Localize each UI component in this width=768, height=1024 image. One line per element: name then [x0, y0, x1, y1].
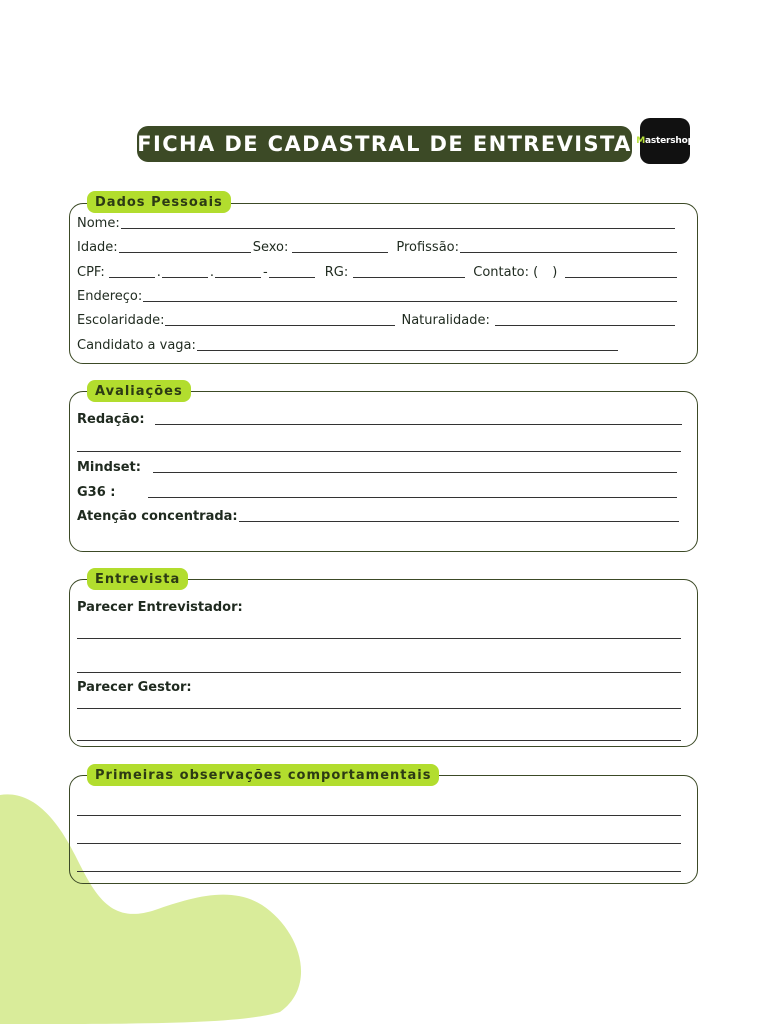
label-atencao-concentrada: Atenção concentrada: [77, 509, 238, 524]
label-candidato-vaga: Candidato a vaga: [77, 338, 196, 353]
label-g36: G36 : [77, 485, 116, 500]
input-parecer-gestor-line-1[interactable] [77, 708, 681, 709]
label-rg: RG: [324, 265, 349, 280]
field-endereco-row [77, 289, 679, 304]
section-observacoes [69, 775, 698, 884]
input-idade[interactable] [119, 252, 251, 253]
label-sexo: Sexo: [252, 240, 289, 255]
input-observacoes-line-3[interactable] [77, 871, 681, 872]
field-idade-row [77, 240, 679, 255]
label-profissao: Profissão: [396, 240, 460, 255]
cpf-separator-1: . [156, 265, 161, 280]
label-endereco: Endereço: [77, 289, 143, 304]
input-redacao-line-2[interactable] [77, 451, 681, 452]
section-title-observacoes: Primeiras observações comportamentais [87, 764, 439, 786]
label-contato-close: ) [552, 265, 558, 280]
section-title-entrevista: Entrevista [87, 568, 188, 590]
label-cpf: CPF: [77, 265, 105, 280]
input-sexo[interactable] [292, 252, 388, 253]
label-naturalidade: Naturalidade: [401, 313, 490, 328]
input-naturalidade[interactable] [495, 325, 675, 326]
label-escolaridade: Escolaridade: [77, 313, 165, 328]
field-cpf-row [77, 265, 679, 280]
cpf-separator-2: . [209, 265, 215, 280]
field-atencao-row [77, 509, 681, 524]
logo-wordmark [636, 136, 694, 146]
cpf-separator-3: - [263, 265, 268, 280]
input-cpf-part4[interactable] [269, 277, 315, 278]
label-parecer-entrevistador: Parecer Entrevistador: [77, 600, 243, 615]
field-nome-row [77, 216, 677, 231]
label-contato: Contato: ( [473, 265, 539, 280]
input-rg[interactable] [353, 277, 465, 278]
field-escolaridade-row [77, 313, 677, 328]
input-observacoes-line-1[interactable] [77, 815, 681, 816]
logo-word-rest: astershop [644, 136, 694, 146]
logo-letter-m: M [636, 136, 645, 146]
mastershop-logo [636, 118, 694, 164]
input-redacao[interactable] [155, 424, 682, 425]
label-nome: Nome: [77, 216, 120, 231]
input-cpf-part2[interactable] [162, 277, 208, 278]
label-parecer-gestor: Parecer Gestor: [77, 680, 192, 695]
input-parecer-gestor-line-2[interactable] [77, 740, 681, 741]
input-nome[interactable] [121, 228, 675, 229]
field-mindset-row [77, 460, 679, 475]
section-title-avaliacoes: Avaliações [87, 380, 191, 402]
input-observacoes-line-2[interactable] [77, 843, 681, 844]
input-cpf-part1[interactable] [109, 277, 155, 278]
field-parecer-entrevistador-row [77, 600, 243, 615]
section-title-dados-pessoais: Dados Pessoais [87, 191, 231, 213]
input-mindset[interactable] [153, 472, 677, 473]
input-g36[interactable] [148, 497, 678, 498]
input-parecer-entrevistador-line-2[interactable] [77, 672, 681, 673]
input-escolaridade[interactable] [165, 325, 395, 326]
field-parecer-gestor-row [77, 680, 192, 695]
input-endereco[interactable] [143, 301, 677, 302]
label-mindset: Mindset: [77, 460, 141, 475]
input-candidato-vaga[interactable] [197, 350, 618, 351]
input-parecer-entrevistador-line-1[interactable] [77, 638, 681, 639]
field-candidato-row [77, 338, 620, 353]
label-idade: Idade: [77, 240, 118, 255]
form-title-banner [137, 126, 632, 162]
input-cpf-part3[interactable] [215, 277, 261, 278]
label-redacao: Redação: [77, 412, 145, 427]
field-g36-row [77, 485, 679, 500]
form-title: FICHA DE CADASTRAL DE ENTREVISTA [137, 132, 632, 156]
input-atencao-concentrada[interactable] [239, 521, 679, 522]
field-redacao-row [77, 412, 684, 427]
input-contato[interactable] [565, 277, 677, 278]
input-profissao[interactable] [460, 252, 677, 253]
